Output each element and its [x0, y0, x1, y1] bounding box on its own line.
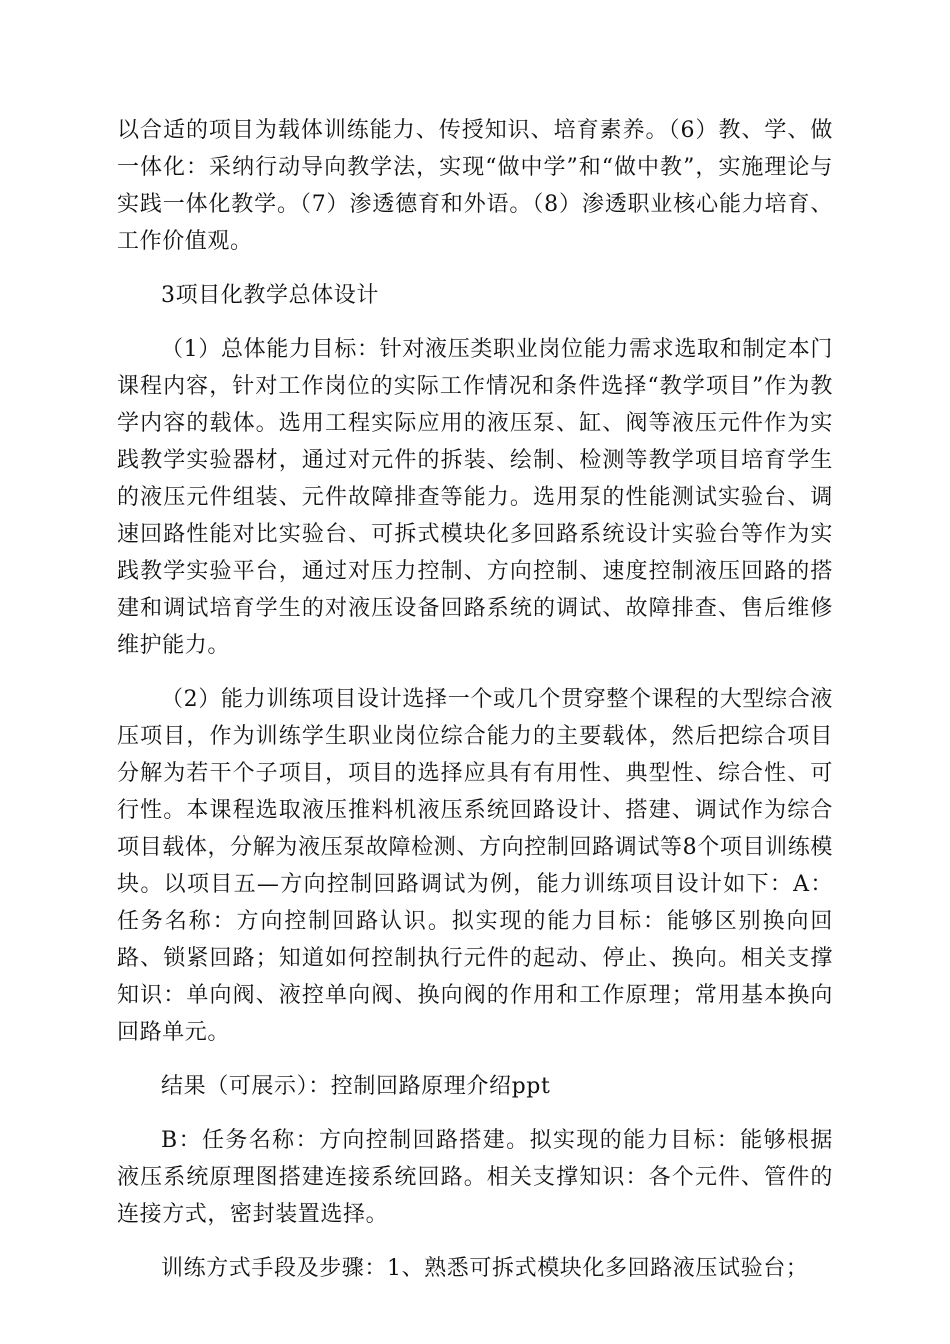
paragraph-training-project-design: （2）能力训练项目设计选择一个或几个贯穿整个课程的大型综合液压项目，作为训练学生职业岗位综合能力的主要载体，然后把综合项目分解为若干个子项目，项目的选择应具有有用性、典型性、综合性、可行性。本课程选取液压推料机液压系统回路设计、搭建、调试作为综合项目载体，分解为液压泵故障检测、方向控制回路调试等8个项目训练模块。以项目五—方向控制回路调试为例，能力训练项目设计如下：A：任务名称：方向控制回路认识。拟实现的能力目标：能够区别换向回路、锁紧回路；知道如何控制执行元件的起动、停止、换向。相关支撑知识：单向阀、液控单向阀、换向阀的作用和工作原理；常用基本换向回路单元。	[117, 687, 833, 1045]
paragraph-overall-ability-goal: （1）总体能力目标：针对液压类职业岗位能力需求选取和制定本门课程内容，针对工作岗位的实际工作情况和条件选择“教学项目”作为教学内容的载体。选用工程实际应用的液压泵、缸、阀等液压元件作为实践教学实验器材，通过对元件的拆装、绘制、检测等教学项目培育学生的液压元件组装、元件故障排查等能力。选用泵的性能测试实验台、调速回路性能对比实验台、可拆式模块化多回路系统设计实验台等作为实践教学实验平台，通过对压力控制、方向控制、速度控制液压回路的搭建和调试培育学生的对液压设备回路系统的调试、故障排查、售后维修维护能力。	[117, 337, 833, 658]
paragraph-training-steps: 训练方式手段及步骤：1、熟悉可拆式模块化多回路液压试验台；	[161, 1256, 809, 1281]
paragraph-teaching-principles: 以合适的项目为载体训练能力、传授知识、培育素养。（6）教、学、做一体化：采纳行动导向教学法，实现“做中学”和“做中教”，实施理论与实践一体化教学。（7）渗透德育和外语。（8）渗透职业核心能力培育、工作价值观。	[117, 118, 833, 254]
section-heading-overall-design: 3项目化教学总体设计	[161, 283, 379, 308]
paragraph-task-b: B：任务名称：方向控制回路搭建。拟实现的能力目标：能够根据液压系统原理图搭建连接系统回路。相关支撑知识：各个元件、管件的连接方式，密封装置选择。	[117, 1128, 833, 1227]
paragraph-result-showcase: 结果（可展示）：控制回路原理介绍ppt	[161, 1074, 551, 1099]
